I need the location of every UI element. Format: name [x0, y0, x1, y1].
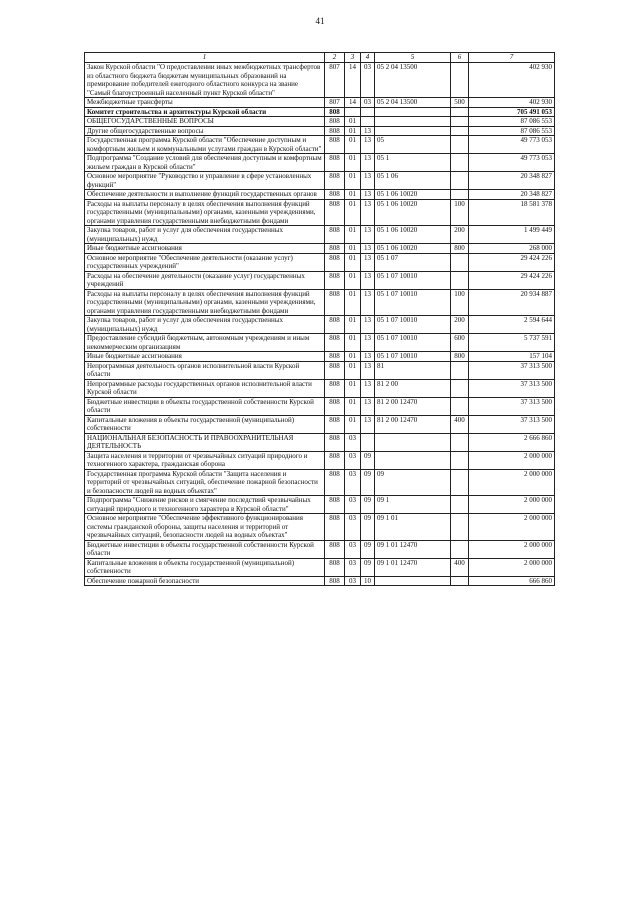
row-name-cell: НАЦИОНАЛЬНАЯ БЕЗОПАСНОСТЬ И ПРАВООХРАНИТЕЛЬНАЯ ДЕЯТЕЛЬНОСТЬ: [85, 433, 325, 451]
page-number: 41: [315, 16, 325, 26]
row-cs-cell: 81 2 00 12470: [375, 415, 451, 433]
row-sum-cell: 49 773 053: [469, 136, 555, 154]
row-cs-cell: 09 1 01: [375, 514, 451, 541]
row-vr-cell: 500: [451, 98, 469, 108]
row-vr-cell: 800: [451, 352, 469, 362]
row-sum-cell: 2 000 000: [469, 451, 555, 469]
row-gr-cell: 808: [325, 289, 345, 316]
row-sum-cell: 402 930: [469, 98, 555, 108]
row-gr-cell: 808: [325, 190, 345, 200]
row-pr-cell: 13: [361, 361, 375, 379]
row-pr-cell: 13: [361, 190, 375, 200]
row-name-cell: Подпрограмма "Создание условий для обеспечения доступным и комфортным жильем граждан в Курской области": [85, 154, 325, 172]
row-name-cell: Закупка товаров, работ и услуг для обеспечения государственных (муниципальных) нужд: [85, 316, 325, 334]
row-sum-cell: 2 000 000: [469, 558, 555, 576]
row-gr-cell: 808: [325, 352, 345, 362]
row-sum-cell: 20 348 827: [469, 190, 555, 200]
row-name-cell: Расходы на выплаты персоналу в целях обеспечения выполнения функций государственными (муниципальными) органами, казенными учреждениями, органами управления государственными внебюджетными фондами: [85, 289, 325, 316]
row-name-cell: Расходы на выплаты персоналу в целях обеспечения выполнения функций государственными (муниципальными) органами, казенными учреждениями, органами управления государственными внебюджетными фондами: [85, 199, 325, 226]
row-sum-cell: 20 934 887: [469, 289, 555, 316]
row-gr-cell: 808: [325, 361, 345, 379]
row-name-cell: Основное мероприятие "Обеспечение эффективного функционирования системы гражданской обороны, защиты населения и территорий от чрезвычайных ситуаций, безопасности людей на водных объектах": [85, 514, 325, 541]
row-rz-cell: 01: [345, 172, 361, 190]
row-vr-cell: 200: [451, 316, 469, 334]
column-number: 6: [451, 53, 469, 63]
column-number: 7: [469, 53, 555, 63]
row-vr-cell: [451, 540, 469, 558]
table-row: [85, 126, 555, 136]
row-sum-cell: 2 000 000: [469, 514, 555, 541]
row-rz-cell: 01: [345, 379, 361, 397]
row-pr-cell: 10: [361, 576, 375, 586]
row-rz-cell: 01: [345, 136, 361, 154]
row-rz-cell: 01: [345, 226, 361, 244]
row-vr-cell: [451, 107, 469, 117]
row-vr-cell: [451, 469, 469, 496]
row-vr-cell: [451, 397, 469, 415]
row-vr-cell: 400: [451, 558, 469, 576]
row-name-cell: Государственная программа Курской области "Обеспечение доступным и комфортным жильем и коммунальными услугами граждан в Курской области": [85, 136, 325, 154]
row-cs-cell: [375, 576, 451, 586]
row-vr-cell: 400: [451, 415, 469, 433]
row-sum-cell: 2 000 000: [469, 540, 555, 558]
row-vr-cell: [451, 433, 469, 451]
row-cs-cell: 81: [375, 361, 451, 379]
row-name-cell: Закон Курской области "О предоставлении иных межбюджетных трансфертов из областного бюджета бюджетам муниципальных образований на премирование победителей ежегодного областного конкурса на звание "Самый благоустроенный населенный пункт Курской области": [85, 63, 325, 98]
row-name-cell: Защита населения и территории от чрезвычайных ситуаций природного и техногенного характера, гражданская оборона: [85, 451, 325, 469]
column-number: 4: [361, 53, 375, 63]
row-sum-cell: 37 313 500: [469, 379, 555, 397]
row-rz-cell: 01: [345, 397, 361, 415]
row-rz-cell: 01: [345, 316, 361, 334]
row-cs-cell: 05 2 04 13500: [375, 98, 451, 108]
table-row: [85, 352, 555, 362]
row-rz-cell: 03: [345, 576, 361, 586]
row-name-cell: Иные бюджетные ассигнования: [85, 352, 325, 362]
row-rz-cell: 01: [345, 334, 361, 352]
row-rz-cell: 03: [345, 496, 361, 514]
table-row: [85, 289, 555, 316]
row-gr-cell: 807: [325, 63, 345, 98]
table-row: [85, 514, 555, 541]
row-vr-cell: [451, 576, 469, 586]
row-cs-cell: [375, 126, 451, 136]
row-name-cell: Основное мероприятие "Руководство и управление в сфере установленных функций": [85, 172, 325, 190]
column-number: 3: [345, 53, 361, 63]
row-pr-cell: 13: [361, 352, 375, 362]
table-row: [85, 379, 555, 397]
row-name-cell: Предоставление субсидий бюджетным, автономным учреждениям и иным некоммерческим организациям: [85, 334, 325, 352]
row-gr-cell: 808: [325, 271, 345, 289]
table-row: [85, 415, 555, 433]
row-name-cell: Обеспечение деятельности и выполнение функций государственных органов: [85, 190, 325, 200]
row-name-cell: Капитальные вложения в объекты государственной (муниципальной) собственности: [85, 415, 325, 433]
row-vr-cell: [451, 136, 469, 154]
row-sum-cell: 666 860: [469, 576, 555, 586]
row-sum-cell: 87 086 553: [469, 117, 555, 127]
row-pr-cell: 09: [361, 514, 375, 541]
row-gr-cell: 808: [325, 199, 345, 226]
row-name-cell: Бюджетные инвестиции в объекты государственной собственности Курской области: [85, 397, 325, 415]
row-cs-cell: 05 1 06 10020: [375, 226, 451, 244]
row-name-cell: Непрограммная деятельность органов исполнительной власти Курской области: [85, 361, 325, 379]
table-row: [85, 199, 555, 226]
row-cs-cell: 05 1: [375, 154, 451, 172]
table-row: [85, 107, 555, 117]
row-pr-cell: 13: [361, 136, 375, 154]
row-rz-cell: 01: [345, 117, 361, 127]
row-gr-cell: 808: [325, 154, 345, 172]
row-vr-cell: 100: [451, 289, 469, 316]
row-rz-cell: 14: [345, 63, 361, 98]
row-pr-cell: [361, 117, 375, 127]
row-gr-cell: 808: [325, 415, 345, 433]
row-sum-cell: 29 424 226: [469, 253, 555, 271]
table-row: [85, 244, 555, 254]
row-sum-cell: 2 000 000: [469, 469, 555, 496]
row-vr-cell: [451, 361, 469, 379]
row-sum-cell: 5 737 591: [469, 334, 555, 352]
row-cs-cell: 09 1 01 12470: [375, 540, 451, 558]
row-cs-cell: 09 1: [375, 496, 451, 514]
table-row: [85, 334, 555, 352]
row-rz-cell: 01: [345, 199, 361, 226]
row-sum-cell: 37 313 500: [469, 415, 555, 433]
table-row: [85, 117, 555, 127]
row-rz-cell: 01: [345, 244, 361, 254]
row-cs-cell: 05 1 06 10020: [375, 199, 451, 226]
row-cs-cell: 05: [375, 136, 451, 154]
row-sum-cell: 705 491 053: [469, 107, 555, 117]
row-gr-cell: 808: [325, 253, 345, 271]
table-row: [85, 540, 555, 558]
row-pr-cell: 13: [361, 379, 375, 397]
row-gr-cell: 808: [325, 496, 345, 514]
table-row: [85, 63, 555, 98]
row-cs-cell: 05 1 07 10010: [375, 316, 451, 334]
row-pr-cell: 13: [361, 172, 375, 190]
row-pr-cell: 13: [361, 316, 375, 334]
row-gr-cell: 808: [325, 244, 345, 254]
row-pr-cell: 13: [361, 253, 375, 271]
table-row: [85, 316, 555, 334]
row-rz-cell: 01: [345, 154, 361, 172]
row-pr-cell: [361, 107, 375, 117]
row-cs-cell: 05 1 07 10010: [375, 289, 451, 316]
row-name-cell: Бюджетные инвестиции в объекты государственной собственности Курской области: [85, 540, 325, 558]
row-vr-cell: [451, 451, 469, 469]
row-gr-cell: 808: [325, 469, 345, 496]
row-name-cell: ОБЩЕГОСУДАРСТВЕННЫЕ ВОПРОСЫ: [85, 117, 325, 127]
row-cs-cell: 05 1 07 10010: [375, 352, 451, 362]
table-row: [85, 190, 555, 200]
row-rz-cell: 01: [345, 126, 361, 136]
row-pr-cell: 09: [361, 558, 375, 576]
column-number: 2: [325, 53, 345, 63]
row-sum-cell: 87 086 553: [469, 126, 555, 136]
row-name-cell: Обеспечение пожарной безопасности: [85, 576, 325, 586]
row-rz-cell: 03: [345, 433, 361, 451]
row-sum-cell: 268 000: [469, 244, 555, 254]
table-row: [85, 576, 555, 586]
table-row: [85, 433, 555, 451]
row-sum-cell: 37 313 500: [469, 397, 555, 415]
row-pr-cell: 13: [361, 271, 375, 289]
row-cs-cell: 09: [375, 469, 451, 496]
row-rz-cell: 01: [345, 361, 361, 379]
row-rz-cell: 14: [345, 98, 361, 108]
row-pr-cell: 09: [361, 496, 375, 514]
row-gr-cell: 808: [325, 334, 345, 352]
row-sum-cell: 2 666 860: [469, 433, 555, 451]
row-gr-cell: 808: [325, 107, 345, 117]
row-pr-cell: 03: [361, 98, 375, 108]
row-gr-cell: 807: [325, 98, 345, 108]
table-row: [85, 469, 555, 496]
row-pr-cell: 09: [361, 451, 375, 469]
row-pr-cell: 13: [361, 334, 375, 352]
row-rz-cell: 01: [345, 271, 361, 289]
row-vr-cell: 800: [451, 244, 469, 254]
row-pr-cell: 13: [361, 126, 375, 136]
row-name-cell: Основное мероприятие "Обеспечение деятельности (оказание услуг) государственных учреждений": [85, 253, 325, 271]
row-vr-cell: [451, 190, 469, 200]
table-row: [85, 496, 555, 514]
row-vr-cell: 100: [451, 199, 469, 226]
row-name-cell: Государственная программа Курской области "Защита населения и территорий от чрезвычайных ситуаций, обеспечение пожарной безопасности и безопасности людей на водных объектах": [85, 469, 325, 496]
table-row: [85, 226, 555, 244]
row-rz-cell: 03: [345, 514, 361, 541]
row-sum-cell: 37 313 500: [469, 361, 555, 379]
row-cs-cell: 81 2 00: [375, 379, 451, 397]
row-gr-cell: 808: [325, 379, 345, 397]
row-cs-cell: 05 1 06: [375, 172, 451, 190]
column-number: 1: [85, 53, 325, 63]
row-vr-cell: [451, 154, 469, 172]
row-vr-cell: [451, 172, 469, 190]
row-rz-cell: 03: [345, 540, 361, 558]
row-sum-cell: 2 000 000: [469, 496, 555, 514]
table-body: [85, 53, 555, 586]
table-row: [85, 451, 555, 469]
row-gr-cell: 808: [325, 226, 345, 244]
row-rz-cell: 01: [345, 415, 361, 433]
table-row: [85, 154, 555, 172]
column-number-row: [85, 53, 555, 63]
row-rz-cell: 01: [345, 289, 361, 316]
row-sum-cell: 1 499 449: [469, 226, 555, 244]
row-cs-cell: 81 2 00 12470: [375, 397, 451, 415]
row-vr-cell: [451, 379, 469, 397]
row-vr-cell: [451, 514, 469, 541]
row-pr-cell: 13: [361, 244, 375, 254]
table-row: [85, 136, 555, 154]
column-number: 5: [375, 53, 451, 63]
row-rz-cell: 03: [345, 469, 361, 496]
table-row: [85, 558, 555, 576]
row-vr-cell: [451, 271, 469, 289]
row-cs-cell: 05 1 06 10020: [375, 190, 451, 200]
row-rz-cell: 01: [345, 253, 361, 271]
table-row: [85, 172, 555, 190]
row-gr-cell: 808: [325, 117, 345, 127]
row-cs-cell: 05 1 07 10010: [375, 271, 451, 289]
row-rz-cell: 01: [345, 352, 361, 362]
row-name-cell: Капитальные вложения в объекты государственной (муниципальной) собственности: [85, 558, 325, 576]
row-pr-cell: 13: [361, 397, 375, 415]
row-gr-cell: 808: [325, 576, 345, 586]
row-pr-cell: 13: [361, 415, 375, 433]
row-gr-cell: 808: [325, 136, 345, 154]
table-row: [85, 98, 555, 108]
row-sum-cell: 49 773 053: [469, 154, 555, 172]
row-vr-cell: [451, 117, 469, 127]
row-gr-cell: 808: [325, 316, 345, 334]
row-name-cell: Подпрограмма "Снижение рисков и смягчение последствий чрезвычайных ситуаций природного и техногенного характера в Курской области": [85, 496, 325, 514]
table-row: [85, 361, 555, 379]
row-cs-cell: 05 1 06 10020: [375, 244, 451, 254]
row-gr-cell: 808: [325, 397, 345, 415]
row-gr-cell: 808: [325, 451, 345, 469]
row-cs-cell: [375, 433, 451, 451]
row-cs-cell: 05 1 07 10010: [375, 334, 451, 352]
row-sum-cell: 157 104: [469, 352, 555, 362]
row-name-cell: Межбюджетные трансферты: [85, 98, 325, 108]
row-gr-cell: 808: [325, 433, 345, 451]
row-gr-cell: 808: [325, 540, 345, 558]
row-name-cell: Закупка товаров, работ и услуг для обеспечения государственных (муниципальных) нужд: [85, 226, 325, 244]
row-vr-cell: [451, 496, 469, 514]
table-row: [85, 271, 555, 289]
row-pr-cell: 13: [361, 199, 375, 226]
row-sum-cell: 2 594 644: [469, 316, 555, 334]
table-row: [85, 397, 555, 415]
row-pr-cell: 09: [361, 469, 375, 496]
row-cs-cell: 05 2 04 13500: [375, 63, 451, 98]
row-sum-cell: 18 581 378: [469, 199, 555, 226]
row-sum-cell: 29 424 226: [469, 271, 555, 289]
row-cs-cell: [375, 117, 451, 127]
row-sum-cell: 402 930: [469, 63, 555, 98]
row-vr-cell: 600: [451, 334, 469, 352]
row-cs-cell: 05 1 07: [375, 253, 451, 271]
row-pr-cell: 13: [361, 226, 375, 244]
row-pr-cell: 03: [361, 63, 375, 98]
row-pr-cell: 09: [361, 540, 375, 558]
row-name-cell: Комитет строительства и архитектуры Курской области: [85, 107, 325, 117]
row-vr-cell: [451, 253, 469, 271]
row-pr-cell: 13: [361, 154, 375, 172]
row-sum-cell: 20 348 827: [469, 172, 555, 190]
budget-table: [84, 52, 555, 586]
row-name-cell: Расходы на обеспечение деятельности (оказание услуг) государственных учреждений: [85, 271, 325, 289]
row-rz-cell: 01: [345, 190, 361, 200]
row-name-cell: Иные бюджетные ассигнования: [85, 244, 325, 254]
row-gr-cell: 808: [325, 558, 345, 576]
row-gr-cell: 808: [325, 126, 345, 136]
row-rz-cell: 03: [345, 451, 361, 469]
row-cs-cell: [375, 107, 451, 117]
row-name-cell: Непрограммные расходы государственных органов исполнительной власти Курской области: [85, 379, 325, 397]
row-pr-cell: 13: [361, 289, 375, 316]
row-vr-cell: 200: [451, 226, 469, 244]
row-name-cell: Другие общегосударственные вопросы: [85, 126, 325, 136]
row-cs-cell: 09 1 01 12470: [375, 558, 451, 576]
row-rz-cell: [345, 107, 361, 117]
table-row: [85, 253, 555, 271]
row-rz-cell: 03: [345, 558, 361, 576]
row-cs-cell: [375, 451, 451, 469]
row-pr-cell: [361, 433, 375, 451]
row-vr-cell: [451, 63, 469, 98]
row-gr-cell: 808: [325, 514, 345, 541]
row-vr-cell: [451, 126, 469, 136]
row-gr-cell: 808: [325, 172, 345, 190]
